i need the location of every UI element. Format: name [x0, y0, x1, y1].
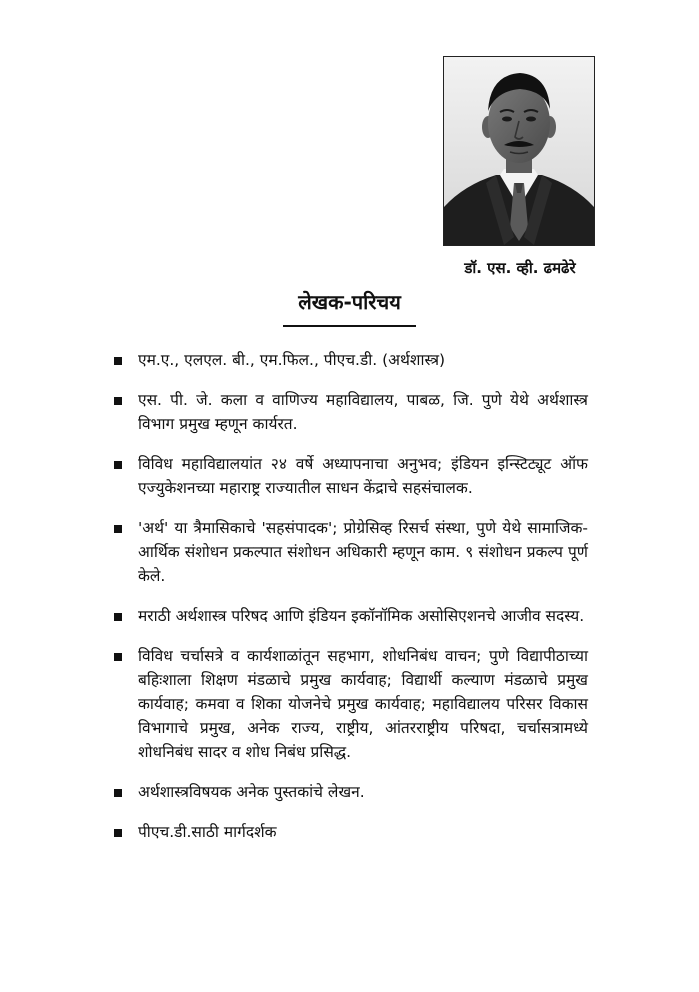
bio-item-text: विविध चर्चासत्रे व कार्यशाळांतून सहभाग, शोधनिबंध वाचन; पुणे विद्यापीठाच्या बहिःशाला शिक्षण मंडळाचे प्रमुख कार्यवाह; विद्यार्थी कल्याण मंडळाचे प्रमुख कार्यवाह; कमवा व शिका योजनेचे प्रमुख कार्यवाह; महाविद्यालय परिसर विकास विभागाचे प्रमुख, अनेक राज्य, राष्ट्रीय, आंतरराष्ट्रीय परिषदा, चर्चासत्रामध्ये शोधनिबंध सादर व शोध निबंध प्रसिद्ध.	[138, 647, 588, 761]
square-bullet-icon	[114, 789, 122, 797]
author-photo	[443, 56, 595, 246]
bio-item-text: विविध महाविद्यालयांत २४ वर्षे अध्यापनाचा अनुभव; इंडियन इन्स्टिट्यूट ऑफ एज्युकेशनच्या महाराष्ट्र राज्यातील साधन केंद्राचे सहसंचालक.	[138, 455, 588, 497]
bio-list-item	[108, 780, 588, 804]
bio-list-item	[108, 348, 588, 372]
title-underline	[283, 325, 416, 327]
bio-list-item	[108, 452, 588, 500]
square-bullet-icon	[114, 397, 122, 405]
bio-list	[108, 348, 588, 860]
bio-item-text: एस. पी. जे. कला व वाणिज्य महाविद्यालय, पाबळ, जि. पुणे येथे अर्थशास्त्र विभाग प्रमुख म्हणून कार्यरत.	[138, 391, 588, 433]
bio-list-item	[108, 644, 588, 764]
square-bullet-icon	[114, 357, 122, 365]
square-bullet-icon	[114, 829, 122, 837]
bio-item-text: एम.ए., एलएल. बी., एम.फिल., पीएच.डी. (अर्थशास्त्र)	[138, 351, 446, 369]
bio-item-text: मराठी अर्थशास्त्र परिषद आणि इंडियन इकॉनॉमिक असोसिएशनचे आजीव सदस्य.	[138, 607, 585, 625]
author-portrait-image	[444, 57, 594, 245]
square-bullet-icon	[114, 613, 122, 621]
bio-item-text: 'अर्थ' या त्रैमासिकाचे 'सहसंपादक'; प्रोग्रेसिव्ह रिसर्च संस्था, पुणे येथे सामाजिक-आर्थिक संशोधन प्रकल्पात संशोधन अधिकारी म्हणून काम. ९ संशोधन प्रकल्प पूर्ण केले.	[138, 519, 588, 585]
bio-list-item	[108, 516, 588, 588]
bio-list-item	[108, 388, 588, 436]
author-name-caption: डॉ. एस. व्ही. ढमढेरे	[464, 259, 576, 277]
bio-item-text: अर्थशास्त्रविषयक अनेक पुस्तकांचे लेखन.	[138, 783, 365, 801]
page-title: लेखक-परिचय	[298, 290, 401, 314]
square-bullet-icon	[114, 525, 122, 533]
bio-list-item	[108, 820, 588, 844]
bio-list-item	[108, 604, 588, 628]
bio-item-text: पीएच.डी.साठी मार्गदर्शक	[138, 823, 277, 841]
square-bullet-icon	[114, 653, 122, 661]
square-bullet-icon	[114, 461, 122, 469]
